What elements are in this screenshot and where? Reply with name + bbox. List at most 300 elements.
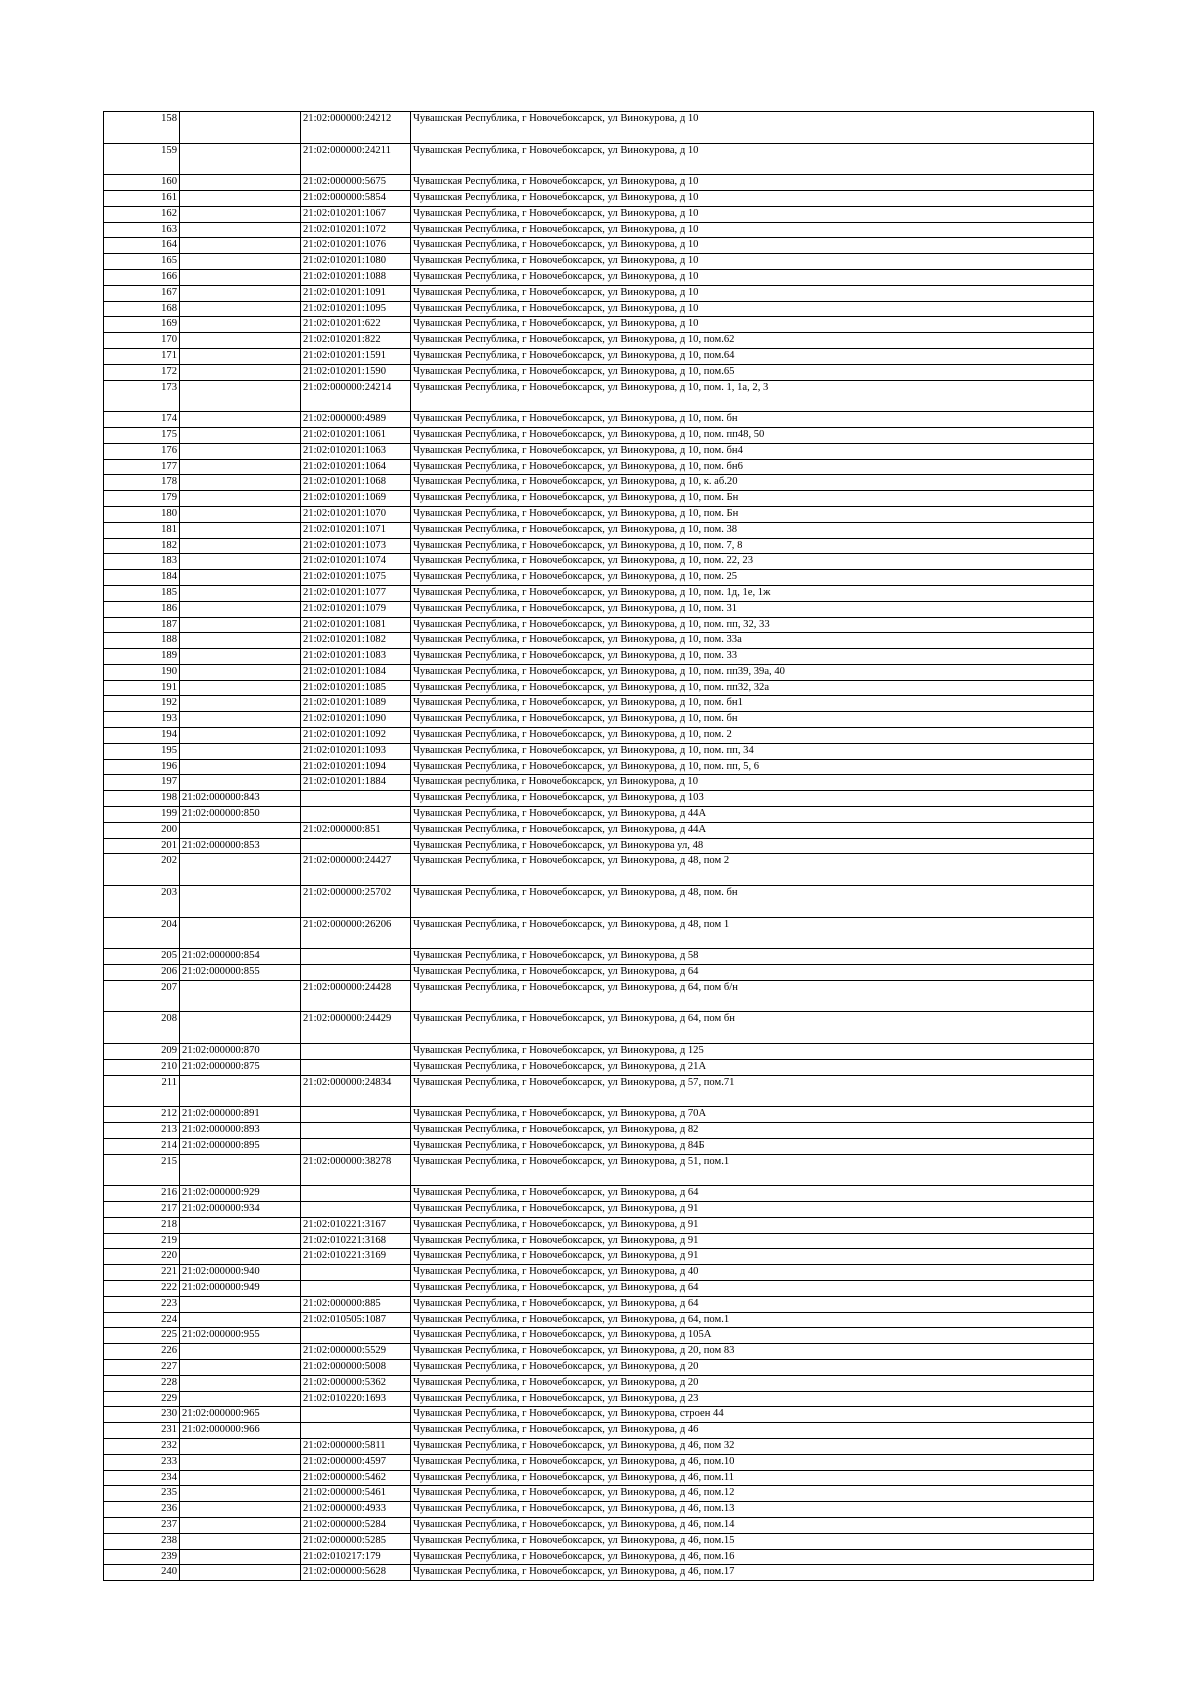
parcel-cadastral-number-cell [180, 333, 301, 349]
row-number-cell: 189 [104, 649, 180, 665]
table-row [104, 285, 1094, 301]
address-cell: Чувашская Республика, г Новочебоксарск, ул Винокурова, д 64 [411, 965, 1094, 981]
table-row [104, 570, 1094, 586]
object-cadastral-number-cell: 21:02:010201:1089 [301, 696, 411, 712]
address-cell: Чувашская Республика, г Новочебоксарск, ул Винокурова, д 10 [411, 206, 1094, 222]
address-cell: Чувашская Республика, г Новочебоксарск, ул Винокурова, д 10 [411, 175, 1094, 191]
parcel-cadastral-number-cell: 21:02:000000:870 [180, 1044, 301, 1060]
row-number-cell: 168 [104, 301, 180, 317]
address-cell: Чувашская Республика, г Новочебоксарск, ул Винокурова, д 10 [411, 112, 1094, 144]
object-cadastral-number-cell: 21:02:000000:38278 [301, 1154, 411, 1186]
parcel-cadastral-number-cell [180, 506, 301, 522]
row-number-cell: 210 [104, 1059, 180, 1075]
object-cadastral-number-cell: 21:02:010201:1070 [301, 506, 411, 522]
parcel-cadastral-number-cell [180, 1154, 301, 1186]
parcel-cadastral-number-cell [180, 348, 301, 364]
row-number-cell: 170 [104, 333, 180, 349]
row-number-cell: 228 [104, 1375, 180, 1391]
table-row [104, 1502, 1094, 1518]
row-number-cell: 197 [104, 775, 180, 791]
address-cell: Чувашская Республика, г Новочебоксарск, ул Винокурова, д 46 [411, 1423, 1094, 1439]
address-cell: Чувашская Республика, г Новочебоксарск, ул Винокурова, д 105А [411, 1328, 1094, 1344]
parcel-cadastral-number-cell [180, 775, 301, 791]
row-number-cell: 227 [104, 1359, 180, 1375]
row-number-cell: 192 [104, 696, 180, 712]
parcel-cadastral-number-cell [180, 143, 301, 175]
table-row [104, 728, 1094, 744]
address-cell: Чувашская Республика, г Новочебоксарск, ул Винокурова, д 10, пом. пп, 34 [411, 743, 1094, 759]
table-row [104, 1059, 1094, 1075]
parcel-cadastral-number-cell [180, 696, 301, 712]
parcel-cadastral-number-cell [180, 206, 301, 222]
address-cell: Чувашская Республика, г Новочебоксарск, ул Винокурова, д 44А [411, 822, 1094, 838]
parcel-cadastral-number-cell: 21:02:000000:875 [180, 1059, 301, 1075]
address-cell: Чувашская Республика, г Новочебоксарск, ул Винокурова, д 10, пом. 38 [411, 522, 1094, 538]
object-cadastral-number-cell: 21:02:010221:3168 [301, 1233, 411, 1249]
table-row [104, 1454, 1094, 1470]
address-cell: Чувашская Республика, г Новочебоксарск, ул Винокурова, д 46, пом.13 [411, 1502, 1094, 1518]
row-number-cell: 225 [104, 1328, 180, 1344]
row-number-cell: 216 [104, 1186, 180, 1202]
object-cadastral-number-cell: 21:02:010201:1080 [301, 254, 411, 270]
parcel-cadastral-number-cell [180, 412, 301, 428]
object-cadastral-number-cell: 21:02:010201:1094 [301, 759, 411, 775]
object-cadastral-number-cell: 21:02:000000:5008 [301, 1359, 411, 1375]
parcel-cadastral-number-cell: 21:02:000000:966 [180, 1423, 301, 1439]
table-row [104, 412, 1094, 428]
address-cell: Чувашская Республика, г Новочебоксарск, ул Винокурова, д 91 [411, 1201, 1094, 1217]
address-cell: Чувашская Республика, г Новочебоксарск, ул Винокурова, д 10 [411, 269, 1094, 285]
address-cell: Чувашская Республика, г Новочебоксарск, ул Винокурова, д 10 [411, 238, 1094, 254]
table-row [104, 759, 1094, 775]
row-number-cell: 231 [104, 1423, 180, 1439]
row-number-cell: 181 [104, 522, 180, 538]
object-cadastral-number-cell: 21:02:000000:4989 [301, 412, 411, 428]
table-row [104, 491, 1094, 507]
object-cadastral-number-cell: 21:02:000000:24212 [301, 112, 411, 144]
object-cadastral-number-cell: 21:02:010201:1884 [301, 775, 411, 791]
table-row [104, 190, 1094, 206]
address-cell: Чувашская Республика, г Новочебоксарск, ул Винокурова, д 48, пом 2 [411, 854, 1094, 886]
row-number-cell: 211 [104, 1075, 180, 1107]
parcel-cadastral-number-cell [180, 1296, 301, 1312]
object-cadastral-number-cell [301, 1265, 411, 1281]
parcel-cadastral-number-cell [180, 285, 301, 301]
address-cell: Чувашская Республика, г Новочебоксарск, ул Винокурова, д 46, пом.16 [411, 1549, 1094, 1565]
row-number-cell: 222 [104, 1280, 180, 1296]
object-cadastral-number-cell: 21:02:010505:1087 [301, 1312, 411, 1328]
table-row [104, 680, 1094, 696]
table-row [104, 949, 1094, 965]
object-cadastral-number-cell: 21:02:010201:1075 [301, 570, 411, 586]
table-row [104, 649, 1094, 665]
table-row [104, 617, 1094, 633]
address-cell: Чувашская Республика, г Новочебоксарск, ул Винокурова, д 10, пом. бн [411, 412, 1094, 428]
parcel-cadastral-number-cell [180, 1533, 301, 1549]
parcel-cadastral-number-cell: 21:02:000000:893 [180, 1123, 301, 1139]
object-cadastral-number-cell: 21:02:010220:1693 [301, 1391, 411, 1407]
parcel-cadastral-number-cell [180, 1249, 301, 1265]
row-number-cell: 208 [104, 1012, 180, 1044]
cadastral-registry-table [103, 111, 1094, 1581]
parcel-cadastral-number-cell [180, 1344, 301, 1360]
parcel-cadastral-number-cell [180, 443, 301, 459]
object-cadastral-number-cell: 21:02:000000:5362 [301, 1375, 411, 1391]
row-number-cell: 196 [104, 759, 180, 775]
object-cadastral-number-cell: 21:02:000000:26206 [301, 917, 411, 949]
object-cadastral-number-cell: 21:02:010201:1081 [301, 617, 411, 633]
table-row [104, 1075, 1094, 1107]
address-cell: Чувашская Республика, г Новочебоксарск, ул Винокурова, д 20 [411, 1359, 1094, 1375]
table-row [104, 427, 1094, 443]
table-row [104, 254, 1094, 270]
row-number-cell: 199 [104, 807, 180, 823]
registry-table-body [104, 112, 1094, 1581]
object-cadastral-number-cell [301, 1059, 411, 1075]
address-cell: Чувашская Республика, г Новочебоксарск, ул Винокурова, д 64, пом б/н [411, 980, 1094, 1012]
address-cell: Чувашская Республика, г Новочебоксарск, ул Винокурова, д 46, пом.10 [411, 1454, 1094, 1470]
object-cadastral-number-cell: 21:02:000000:24429 [301, 1012, 411, 1044]
table-row [104, 1249, 1094, 1265]
parcel-cadastral-number-cell [180, 491, 301, 507]
address-cell: Чувашская Республика, г Новочебоксарск, ул Винокурова, д 58 [411, 949, 1094, 965]
parcel-cadastral-number-cell [180, 886, 301, 918]
row-number-cell: 204 [104, 917, 180, 949]
object-cadastral-number-cell [301, 949, 411, 965]
table-row [104, 1233, 1094, 1249]
parcel-cadastral-number-cell [180, 1233, 301, 1249]
row-number-cell: 203 [104, 886, 180, 918]
parcel-cadastral-number-cell [180, 175, 301, 191]
parcel-cadastral-number-cell [180, 601, 301, 617]
object-cadastral-number-cell: 21:02:000000:25702 [301, 886, 411, 918]
address-cell: Чувашская Республика, г Новочебоксарск, ул Винокурова, д 10, пом.64 [411, 348, 1094, 364]
parcel-cadastral-number-cell [180, 570, 301, 586]
row-number-cell: 224 [104, 1312, 180, 1328]
row-number-cell: 188 [104, 633, 180, 649]
parcel-cadastral-number-cell [180, 759, 301, 775]
address-cell: Чувашская Республика, г Новочебоксарск, ул Винокурова, д 10, пом. пп32, 32а [411, 680, 1094, 696]
object-cadastral-number-cell: 21:02:010201:1088 [301, 269, 411, 285]
object-cadastral-number-cell: 21:02:010201:1063 [301, 443, 411, 459]
parcel-cadastral-number-cell [180, 1075, 301, 1107]
parcel-cadastral-number-cell [180, 664, 301, 680]
table-row [104, 317, 1094, 333]
parcel-cadastral-number-cell [180, 380, 301, 412]
address-cell: Чувашская Республика, г Новочебоксарск, ул Винокурова, д 91 [411, 1217, 1094, 1233]
table-row [104, 238, 1094, 254]
table-row [104, 822, 1094, 838]
table-row [104, 522, 1094, 538]
object-cadastral-number-cell: 21:02:000000:851 [301, 822, 411, 838]
parcel-cadastral-number-cell [180, 822, 301, 838]
address-cell: Чувашская Республика, г Новочебоксарск, ул Винокурова, д 21А [411, 1059, 1094, 1075]
object-cadastral-number-cell: 21:02:010201:1074 [301, 554, 411, 570]
table-row [104, 554, 1094, 570]
object-cadastral-number-cell: 21:02:010201:622 [301, 317, 411, 333]
address-cell: Чувашская Республика, г Новочебоксарск, ул Винокурова, д 10, пом. 31 [411, 601, 1094, 617]
address-cell: Чувашская Республика, г Новочебоксарск, ул Винокурова, д 46, пом.11 [411, 1470, 1094, 1486]
object-cadastral-number-cell: 21:02:010201:1067 [301, 206, 411, 222]
object-cadastral-number-cell: 21:02:010201:1077 [301, 585, 411, 601]
table-row [104, 696, 1094, 712]
address-cell: Чувашская Республика, г Новочебоксарск, ул Винокурова, д 10, пом. бн4 [411, 443, 1094, 459]
row-number-cell: 200 [104, 822, 180, 838]
row-number-cell: 201 [104, 838, 180, 854]
parcel-cadastral-number-cell: 21:02:000000:934 [180, 1201, 301, 1217]
address-cell: Чувашская Республика, г Новочебоксарск, ул Винокурова, д 10 [411, 190, 1094, 206]
address-cell: Чувашская Республика, г Новочебоксарск, ул Винокурова, д 64 [411, 1186, 1094, 1202]
row-number-cell: 180 [104, 506, 180, 522]
address-cell: Чувашская Республика, г Новочебоксарск, ул Винокурова, д 10, пом. пп39, 39а, 40 [411, 664, 1094, 680]
row-number-cell: 202 [104, 854, 180, 886]
parcel-cadastral-number-cell [180, 364, 301, 380]
address-cell: Чувашская Республика, г Новочебоксарск, ул Винокурова, д 84Б [411, 1138, 1094, 1154]
row-number-cell: 184 [104, 570, 180, 586]
parcel-cadastral-number-cell [180, 1438, 301, 1454]
row-number-cell: 219 [104, 1233, 180, 1249]
object-cadastral-number-cell: 21:02:010201:1090 [301, 712, 411, 728]
parcel-cadastral-number-cell [180, 459, 301, 475]
object-cadastral-number-cell [301, 838, 411, 854]
address-cell: Чувашская республика, г Новочебоксарск, ул Винокурова, д 10 [411, 775, 1094, 791]
row-number-cell: 195 [104, 743, 180, 759]
object-cadastral-number-cell [301, 1423, 411, 1439]
parcel-cadastral-number-cell [180, 585, 301, 601]
row-number-cell: 193 [104, 712, 180, 728]
object-cadastral-number-cell: 21:02:000000:5675 [301, 175, 411, 191]
address-cell: Чувашская Республика, г Новочебоксарск, ул Винокурова, д 40 [411, 1265, 1094, 1281]
parcel-cadastral-number-cell: 21:02:000000:929 [180, 1186, 301, 1202]
table-row [104, 1138, 1094, 1154]
address-cell: Чувашская Республика, г Новочебоксарск, ул Винокурова, д 10, пом. бн6 [411, 459, 1094, 475]
address-cell: Чувашская Республика, г Новочебоксарск, ул Винокурова, д 10, пом. пп, 5, 6 [411, 759, 1094, 775]
row-number-cell: 237 [104, 1517, 180, 1533]
parcel-cadastral-number-cell [180, 1470, 301, 1486]
row-number-cell: 221 [104, 1265, 180, 1281]
table-row [104, 459, 1094, 475]
address-cell: Чувашская Республика, г Новочебоксарск, ул Винокурова ул, 48 [411, 838, 1094, 854]
object-cadastral-number-cell: 21:02:010201:1082 [301, 633, 411, 649]
address-cell: Чувашская Республика, г Новочебоксарск, ул Винокурова, д 10, пом. Бн [411, 506, 1094, 522]
object-cadastral-number-cell: 21:02:010201:1061 [301, 427, 411, 443]
object-cadastral-number-cell: 21:02:010201:1079 [301, 601, 411, 617]
parcel-cadastral-number-cell: 21:02:000000:850 [180, 807, 301, 823]
parcel-cadastral-number-cell [180, 1391, 301, 1407]
object-cadastral-number-cell: 21:02:000000:24211 [301, 143, 411, 175]
row-number-cell: 207 [104, 980, 180, 1012]
row-number-cell: 205 [104, 949, 180, 965]
object-cadastral-number-cell [301, 1123, 411, 1139]
table-row [104, 980, 1094, 1012]
parcel-cadastral-number-cell [180, 1502, 301, 1518]
object-cadastral-number-cell: 21:02:010201:1069 [301, 491, 411, 507]
parcel-cadastral-number-cell: 21:02:000000:940 [180, 1265, 301, 1281]
object-cadastral-number-cell: 21:02:010201:1083 [301, 649, 411, 665]
object-cadastral-number-cell: 21:02:010201:1591 [301, 348, 411, 364]
address-cell: Чувашская Республика, г Новочебоксарск, ул Винокурова, д 10, пом. 7, 8 [411, 538, 1094, 554]
object-cadastral-number-cell: 21:02:010201:822 [301, 333, 411, 349]
object-cadastral-number-cell: 21:02:000000:5284 [301, 1517, 411, 1533]
object-cadastral-number-cell: 21:02:000000:5854 [301, 190, 411, 206]
row-number-cell: 191 [104, 680, 180, 696]
table-row [104, 1533, 1094, 1549]
address-cell: Чувашская Республика, г Новочебоксарск, ул Винокурова, д 48, пом 1 [411, 917, 1094, 949]
row-number-cell: 220 [104, 1249, 180, 1265]
object-cadastral-number-cell: 21:02:010201:1084 [301, 664, 411, 680]
table-row [104, 712, 1094, 728]
address-cell: Чувашская Республика, г Новочебоксарск, ул Винокурова, д 64 [411, 1296, 1094, 1312]
object-cadastral-number-cell: 21:02:000000:4597 [301, 1454, 411, 1470]
parcel-cadastral-number-cell: 21:02:000000:854 [180, 949, 301, 965]
parcel-cadastral-number-cell [180, 1375, 301, 1391]
parcel-cadastral-number-cell [180, 980, 301, 1012]
row-number-cell: 186 [104, 601, 180, 617]
parcel-cadastral-number-cell [180, 538, 301, 554]
row-number-cell: 173 [104, 380, 180, 412]
row-number-cell: 234 [104, 1470, 180, 1486]
parcel-cadastral-number-cell [180, 254, 301, 270]
parcel-cadastral-number-cell: 21:02:000000:853 [180, 838, 301, 854]
table-row [104, 1407, 1094, 1423]
row-number-cell: 160 [104, 175, 180, 191]
address-cell: Чувашская Республика, г Новочебоксарск, ул Винокурова, д 103 [411, 791, 1094, 807]
object-cadastral-number-cell [301, 1138, 411, 1154]
table-row [104, 1328, 1094, 1344]
row-number-cell: 177 [104, 459, 180, 475]
row-number-cell: 215 [104, 1154, 180, 1186]
object-cadastral-number-cell: 21:02:010201:1068 [301, 475, 411, 491]
object-cadastral-number-cell: 21:02:000000:5461 [301, 1486, 411, 1502]
table-row [104, 1123, 1094, 1139]
object-cadastral-number-cell: 21:02:000000:885 [301, 1296, 411, 1312]
address-cell: Чувашская Республика, г Новочебоксарск, ул Винокурова, д 10, пом. 33а [411, 633, 1094, 649]
parcel-cadastral-number-cell [180, 1549, 301, 1565]
table-row [104, 1438, 1094, 1454]
address-cell: Чувашская Республика, г Новочебоксарск, ул Винокурова, д 70А [411, 1107, 1094, 1123]
address-cell: Чувашская Республика, г Новочебоксарск, ул Винокурова, д 51, пом.1 [411, 1154, 1094, 1186]
object-cadastral-number-cell [301, 1280, 411, 1296]
address-cell: Чувашская Республика, г Новочебоксарск, ул Винокурова, д 10, пом.62 [411, 333, 1094, 349]
object-cadastral-number-cell: 21:02:010201:1085 [301, 680, 411, 696]
row-number-cell: 240 [104, 1565, 180, 1581]
object-cadastral-number-cell: 21:02:010201:1095 [301, 301, 411, 317]
row-number-cell: 176 [104, 443, 180, 459]
address-cell: Чувашская Республика, г Новочебоксарск, ул Винокурова, д 57, пом.71 [411, 1075, 1094, 1107]
row-number-cell: 175 [104, 427, 180, 443]
row-number-cell: 171 [104, 348, 180, 364]
table-row [104, 1549, 1094, 1565]
object-cadastral-number-cell: 21:02:010201:1064 [301, 459, 411, 475]
table-row [104, 1186, 1094, 1202]
address-cell: Чувашская Республика, г Новочебоксарск, ул Винокурова, д 20, пом 83 [411, 1344, 1094, 1360]
address-cell: Чувашская Республика, г Новочебоксарск, ул Винокурова, д 10, к. аб.20 [411, 475, 1094, 491]
row-number-cell: 183 [104, 554, 180, 570]
parcel-cadastral-number-cell [180, 1217, 301, 1233]
row-number-cell: 212 [104, 1107, 180, 1123]
table-row [104, 1201, 1094, 1217]
table-row [104, 1565, 1094, 1581]
address-cell: Чувашская Республика, г Новочебоксарск, ул Винокурова, д 10, пом. 33 [411, 649, 1094, 665]
table-row [104, 1296, 1094, 1312]
table-row [104, 854, 1094, 886]
parcel-cadastral-number-cell [180, 554, 301, 570]
row-number-cell: 178 [104, 475, 180, 491]
row-number-cell: 209 [104, 1044, 180, 1060]
object-cadastral-number-cell: 21:02:010201:1093 [301, 743, 411, 759]
table-row [104, 175, 1094, 191]
table-row [104, 1280, 1094, 1296]
row-number-cell: 179 [104, 491, 180, 507]
object-cadastral-number-cell: 21:02:010201:1073 [301, 538, 411, 554]
address-cell: Чувашская Республика, г Новочебоксарск, ул Винокурова, д 46, пом.14 [411, 1517, 1094, 1533]
row-number-cell: 217 [104, 1201, 180, 1217]
table-row [104, 917, 1094, 949]
parcel-cadastral-number-cell [180, 1454, 301, 1470]
address-cell: Чувашская Республика, г Новочебоксарск, ул Винокурова, д 91 [411, 1249, 1094, 1265]
table-row [104, 380, 1094, 412]
table-row [104, 301, 1094, 317]
address-cell: Чувашская Республика, г Новочебоксарск, ул Винокурова, д 48, пом. бн [411, 886, 1094, 918]
table-row [104, 633, 1094, 649]
table-row [104, 1265, 1094, 1281]
row-number-cell: 172 [104, 364, 180, 380]
table-row [104, 538, 1094, 554]
table-row [104, 807, 1094, 823]
parcel-cadastral-number-cell [180, 854, 301, 886]
row-number-cell: 158 [104, 112, 180, 144]
object-cadastral-number-cell: 21:02:000000:24834 [301, 1075, 411, 1107]
object-cadastral-number-cell [301, 791, 411, 807]
table-row [104, 965, 1094, 981]
object-cadastral-number-cell: 21:02:000000:5285 [301, 1533, 411, 1549]
parcel-cadastral-number-cell: 21:02:000000:843 [180, 791, 301, 807]
address-cell: Чувашская Республика, г Новочебоксарск, ул Винокурова, д 10 [411, 317, 1094, 333]
table-row [104, 1107, 1094, 1123]
parcel-cadastral-number-cell: 21:02:000000:949 [180, 1280, 301, 1296]
object-cadastral-number-cell: 21:02:010201:1091 [301, 285, 411, 301]
object-cadastral-number-cell [301, 1186, 411, 1202]
object-cadastral-number-cell [301, 1107, 411, 1123]
address-cell: Чувашская Республика, г Новочебоксарск, ул Винокурова, д 44А [411, 807, 1094, 823]
address-cell: Чувашская Республика, г Новочебоксарск, ул Винокурова, д 46, пом.12 [411, 1486, 1094, 1502]
address-cell: Чувашская Республика, г Новочебоксарск, ул Винокурова, д 10 [411, 254, 1094, 270]
table-row [104, 222, 1094, 238]
table-row [104, 1470, 1094, 1486]
address-cell: Чувашская Республика, г Новочебоксарск, ул Винокурова, д 10, пом.65 [411, 364, 1094, 380]
table-row [104, 1517, 1094, 1533]
object-cadastral-number-cell [301, 965, 411, 981]
table-row [104, 1012, 1094, 1044]
row-number-cell: 239 [104, 1549, 180, 1565]
address-cell: Чувашская Республика, г Новочебоксарск, ул Винокурова, д 125 [411, 1044, 1094, 1060]
address-cell: Чувашская Республика, г Новочебоксарск, ул Винокурова, д 64, пом бн [411, 1012, 1094, 1044]
row-number-cell: 187 [104, 617, 180, 633]
address-cell: Чувашская Республика, г Новочебоксарск, ул Винокурова, д 46, пом.15 [411, 1533, 1094, 1549]
table-row [104, 1044, 1094, 1060]
object-cadastral-number-cell: 21:02:010201:1072 [301, 222, 411, 238]
table-row [104, 143, 1094, 175]
address-cell: Чувашская Республика, г Новочебоксарск, ул Винокурова, д 10, пом. 22, 23 [411, 554, 1094, 570]
parcel-cadastral-number-cell: 21:02:000000:855 [180, 965, 301, 981]
address-cell: Чувашская Республика, г Новочебоксарск, ул Винокурова, д 10, пом. 1д, 1е, 1ж [411, 585, 1094, 601]
row-number-cell: 218 [104, 1217, 180, 1233]
address-cell: Чувашская Республика, г Новочебоксарск, ул Винокурова, строен 44 [411, 1407, 1094, 1423]
parcel-cadastral-number-cell [180, 269, 301, 285]
object-cadastral-number-cell: 21:02:010221:3167 [301, 1217, 411, 1233]
row-number-cell: 238 [104, 1533, 180, 1549]
object-cadastral-number-cell [301, 1044, 411, 1060]
